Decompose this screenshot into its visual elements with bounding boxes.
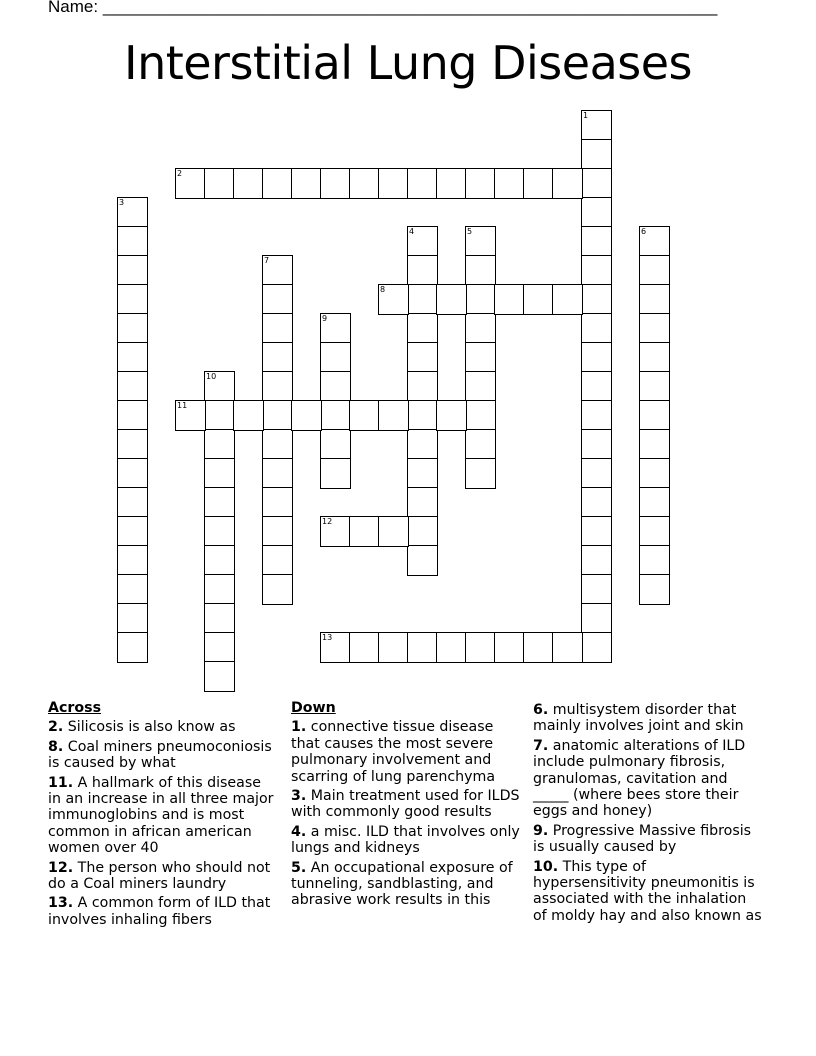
- cell-number: 1: [583, 111, 589, 120]
- crossword-cell[interactable]: [639, 313, 670, 344]
- crossword-cell[interactable]: [407, 632, 438, 663]
- crossword-cell[interactable]: [117, 603, 148, 634]
- cell-number: 5: [467, 227, 473, 236]
- crossword-cell[interactable]: [320, 632, 351, 663]
- cell-number: 6: [641, 227, 647, 236]
- crossword-cell[interactable]: [262, 313, 293, 344]
- crossword-cell[interactable]: [436, 400, 467, 431]
- crossword-cell[interactable]: [465, 632, 496, 663]
- crossword-cell[interactable]: [581, 516, 612, 547]
- cell-number: 4: [409, 227, 415, 236]
- crossword-cell[interactable]: [204, 458, 235, 489]
- crossword-cell[interactable]: [117, 545, 148, 576]
- across-clue: [48, 895, 278, 928]
- crossword-cell[interactable]: [581, 168, 612, 199]
- down-clue: [533, 702, 763, 735]
- crossword-cell[interactable]: [639, 574, 670, 605]
- crossword-cell[interactable]: [349, 400, 380, 431]
- crossword-cell[interactable]: [639, 400, 670, 431]
- cell-number: 3: [119, 198, 125, 207]
- crossword-cell[interactable]: [262, 429, 293, 460]
- crossword-cell[interactable]: [204, 429, 235, 460]
- crossword-cell[interactable]: [204, 574, 235, 605]
- crossword-cell[interactable]: [581, 574, 612, 605]
- clue-number: 1.: [291, 719, 307, 736]
- crossword-cell[interactable]: [262, 255, 293, 286]
- crossword-cell[interactable]: [204, 400, 235, 431]
- down-heading: Down: [291, 700, 336, 716]
- crossword-cell[interactable]: [204, 661, 235, 692]
- crossword-cell[interactable]: [581, 226, 612, 257]
- crossword-cell[interactable]: [117, 400, 148, 431]
- crossword-cell[interactable]: [639, 284, 670, 315]
- clue-text: A common form of ILD that involves inhaling fibers: [48, 895, 271, 928]
- crossword-cell[interactable]: [320, 400, 351, 431]
- crossword-cell[interactable]: [639, 516, 670, 547]
- crossword-cell[interactable]: [552, 168, 583, 199]
- crossword-cell[interactable]: [175, 400, 206, 431]
- crossword-cell[interactable]: [581, 139, 612, 170]
- cell-number: 13: [322, 633, 333, 642]
- crossword-cell[interactable]: [378, 516, 409, 547]
- crossword-cell[interactable]: [262, 516, 293, 547]
- crossword-cell[interactable]: [407, 429, 438, 460]
- crossword-cell[interactable]: [407, 458, 438, 489]
- clue-text: connective tissue disease that causes the most severe pulmonary involvement and scarring of lung parenchyma: [291, 719, 496, 785]
- across-clue-list: [48, 719, 278, 928]
- cell-number: 11: [177, 401, 188, 410]
- crossword-cell[interactable]: [233, 400, 264, 431]
- crossword-cell[interactable]: [639, 255, 670, 286]
- crossword-cell[interactable]: [523, 284, 554, 315]
- clue-number: 9.: [533, 822, 549, 839]
- down-clue: [291, 824, 521, 857]
- crossword-cell[interactable]: [117, 313, 148, 344]
- crossword-cell[interactable]: [117, 429, 148, 460]
- crossword-cell[interactable]: [465, 371, 496, 402]
- crossword-cell[interactable]: [262, 168, 293, 199]
- across-clue: [48, 860, 278, 893]
- clue-number: 2.: [48, 719, 64, 736]
- crossword-cell[interactable]: [465, 168, 496, 199]
- crossword-cell[interactable]: [349, 168, 380, 199]
- clue-number: 7.: [533, 737, 549, 754]
- crossword-cell[interactable]: [581, 458, 612, 489]
- clue-number: 5.: [291, 859, 307, 876]
- crossword-cell[interactable]: [465, 284, 496, 315]
- cell-number: 2: [177, 169, 183, 178]
- crossword-cell[interactable]: [436, 284, 467, 315]
- clue-number: 11.: [48, 774, 74, 791]
- clue-text: A hallmark of this disease in an increase in all three major immunoglobins and is most common in african american women over 40: [48, 774, 274, 857]
- crossword-cell[interactable]: [204, 516, 235, 547]
- crossword-cell[interactable]: [117, 342, 148, 373]
- crossword-cell[interactable]: [262, 574, 293, 605]
- across-clue: [48, 719, 278, 735]
- crossword-cell[interactable]: [117, 197, 148, 228]
- down-clues-column-1: [291, 700, 521, 912]
- crossword-cell[interactable]: [639, 487, 670, 518]
- crossword-cell[interactable]: [117, 226, 148, 257]
- crossword-cell[interactable]: [262, 400, 293, 431]
- clue-number: 12.: [48, 859, 74, 876]
- across-clue: [48, 775, 278, 857]
- down-clues-column-2: [533, 702, 763, 927]
- crossword-cell[interactable]: [262, 342, 293, 373]
- down-clue: [291, 860, 521, 909]
- name-blank[interactable]: _________________________________________________________________: [102, 0, 718, 16]
- crossword-cell[interactable]: [639, 458, 670, 489]
- crossword-cell[interactable]: [204, 371, 235, 402]
- clue-text: This type of hypersensitivity pneumonitis is associated with the inhalation of moldy hay and also known as: [533, 858, 762, 924]
- crossword-cell[interactable]: [291, 400, 322, 431]
- crossword-cell[interactable]: [262, 284, 293, 315]
- cell-number: 12: [322, 517, 333, 526]
- cell-number: 9: [322, 314, 328, 323]
- across-clue: [48, 739, 278, 772]
- cell-number: 8: [380, 285, 386, 294]
- down-clue: [533, 823, 763, 856]
- crossword-cell[interactable]: [436, 168, 467, 199]
- crossword-cell[interactable]: [378, 400, 409, 431]
- clue-number: 4.: [291, 823, 307, 840]
- crossword-cell[interactable]: [581, 313, 612, 344]
- crossword-cell[interactable]: [523, 168, 554, 199]
- crossword-cell[interactable]: [581, 487, 612, 518]
- crossword-cell[interactable]: [291, 168, 322, 199]
- crossword-cell[interactable]: [117, 458, 148, 489]
- crossword-cell[interactable]: [407, 313, 438, 344]
- crossword-cell[interactable]: [407, 371, 438, 402]
- crossword-cell[interactable]: [117, 255, 148, 286]
- crossword-cell[interactable]: [581, 545, 612, 576]
- crossword-cell[interactable]: [407, 516, 438, 547]
- clue-number: 8.: [48, 738, 64, 755]
- crossword-cell[interactable]: [581, 429, 612, 460]
- crossword-cell[interactable]: [465, 342, 496, 373]
- crossword-cell[interactable]: [378, 284, 409, 315]
- clue-text: Coal miners pneumoconiosis is caused by what: [48, 738, 272, 772]
- crossword-cell[interactable]: [494, 284, 525, 315]
- crossword-cell[interactable]: [204, 545, 235, 576]
- crossword-cell[interactable]: [581, 603, 612, 634]
- down-clue-list: [291, 719, 521, 908]
- down-clue: [291, 788, 521, 821]
- crossword-cell[interactable]: [117, 632, 148, 663]
- clue-text: a misc. ILD that involves only lungs and kidneys: [291, 823, 520, 857]
- crossword-cell[interactable]: [552, 284, 583, 315]
- crossword-cell[interactable]: [233, 168, 264, 199]
- crossword-cell[interactable]: [204, 487, 235, 518]
- crossword-cell[interactable]: [320, 429, 351, 460]
- crossword-cell[interactable]: [523, 632, 554, 663]
- crossword-cell[interactable]: [262, 545, 293, 576]
- crossword-cell[interactable]: [175, 168, 206, 199]
- crossword-cell[interactable]: [117, 516, 148, 547]
- crossword-cell[interactable]: [465, 255, 496, 286]
- crossword-cell[interactable]: [639, 545, 670, 576]
- crossword-cell[interactable]: [465, 458, 496, 489]
- crossword-cell[interactable]: [320, 458, 351, 489]
- crossword-cell[interactable]: [320, 516, 351, 547]
- down-clue-list-continued: [533, 702, 763, 924]
- crossword-cell[interactable]: [349, 516, 380, 547]
- crossword-cell[interactable]: [117, 284, 148, 315]
- name-label: Name:: [48, 0, 99, 16]
- clue-text: Main treatment used for ILDS with commonly good results: [291, 788, 520, 821]
- clue-number: 13.: [48, 895, 74, 912]
- crossword-cell[interactable]: [407, 400, 438, 431]
- crossword-cell[interactable]: [204, 632, 235, 663]
- crossword-cell[interactable]: [204, 168, 235, 199]
- crossword-cell[interactable]: [204, 603, 235, 634]
- crossword-cell[interactable]: [494, 632, 525, 663]
- down-clue: [533, 859, 763, 925]
- crossword-cell[interactable]: [320, 342, 351, 373]
- crossword-cell[interactable]: [262, 458, 293, 489]
- crossword-cell[interactable]: [465, 226, 496, 257]
- crossword-cell[interactable]: [465, 313, 496, 344]
- clue-text: anatomic alterations of ILD include pulmonary fibrosis, granulomas, cavitation and _____ (where bees store their eggs and honey): [533, 737, 746, 820]
- crossword-cell[interactable]: [262, 487, 293, 518]
- crossword-cell[interactable]: [407, 545, 438, 576]
- cell-number: 10: [206, 372, 217, 381]
- crossword-cell[interactable]: [117, 574, 148, 605]
- down-clue: [533, 738, 763, 820]
- clue-number: 6.: [533, 702, 549, 718]
- clue-text: Silicosis is also know as: [67, 719, 236, 736]
- crossword-cell[interactable]: [117, 371, 148, 402]
- crossword-cell[interactable]: [378, 632, 409, 663]
- crossword-cell[interactable]: [581, 342, 612, 373]
- crossword-cell[interactable]: [378, 168, 409, 199]
- crossword-cell[interactable]: [320, 313, 351, 344]
- crossword-cell[interactable]: [581, 197, 612, 228]
- crossword-cell[interactable]: [581, 371, 612, 402]
- across-heading: Across: [48, 700, 102, 716]
- crossword-cell[interactable]: [639, 342, 670, 373]
- crossword-cell[interactable]: [581, 255, 612, 286]
- crossword-cell[interactable]: [494, 168, 525, 199]
- crossword-cell[interactable]: [320, 371, 351, 402]
- crossword-cell[interactable]: [581, 110, 612, 141]
- crossword-cell[interactable]: [465, 429, 496, 460]
- crossword-cell[interactable]: [552, 632, 583, 663]
- crossword-cell[interactable]: [639, 226, 670, 257]
- crossword-cell[interactable]: [407, 487, 438, 518]
- crossword-cell[interactable]: [320, 168, 351, 199]
- crossword-cell[interactable]: [407, 226, 438, 257]
- crossword-cell[interactable]: [465, 400, 496, 431]
- cell-number: 7: [264, 256, 270, 265]
- clue-number: 10.: [533, 858, 559, 875]
- crossword-cell[interactable]: [349, 632, 380, 663]
- clue-text: Progressive Massive fibrosis is usually caused by: [533, 822, 752, 856]
- crossword-cell[interactable]: [581, 400, 612, 431]
- clue-text: The person who should not do a Coal miners laundry: [48, 859, 271, 893]
- crossword-cell[interactable]: [581, 284, 612, 315]
- crossword-cell[interactable]: [639, 371, 670, 402]
- crossword-cell[interactable]: [407, 284, 438, 315]
- crossword-cell[interactable]: [262, 371, 293, 402]
- down-clue: [291, 719, 521, 785]
- crossword-cell[interactable]: [407, 342, 438, 373]
- page-title: Interstitial Lung Diseases: [124, 36, 692, 90]
- clue-text: multisystem disorder that mainly involves joint and skin: [533, 702, 744, 735]
- crossword-cell[interactable]: [436, 632, 467, 663]
- across-clues: [48, 700, 278, 931]
- crossword-cell[interactable]: [407, 168, 438, 199]
- crossword-cell[interactable]: [117, 487, 148, 518]
- clue-number: 3.: [291, 788, 307, 805]
- crossword-cell[interactable]: [639, 429, 670, 460]
- crossword-cell[interactable]: [581, 632, 612, 663]
- crossword-cell[interactable]: [407, 255, 438, 286]
- clue-text: An occupational exposure of tunneling, sandblasting, and abrasive work results in this: [291, 859, 513, 909]
